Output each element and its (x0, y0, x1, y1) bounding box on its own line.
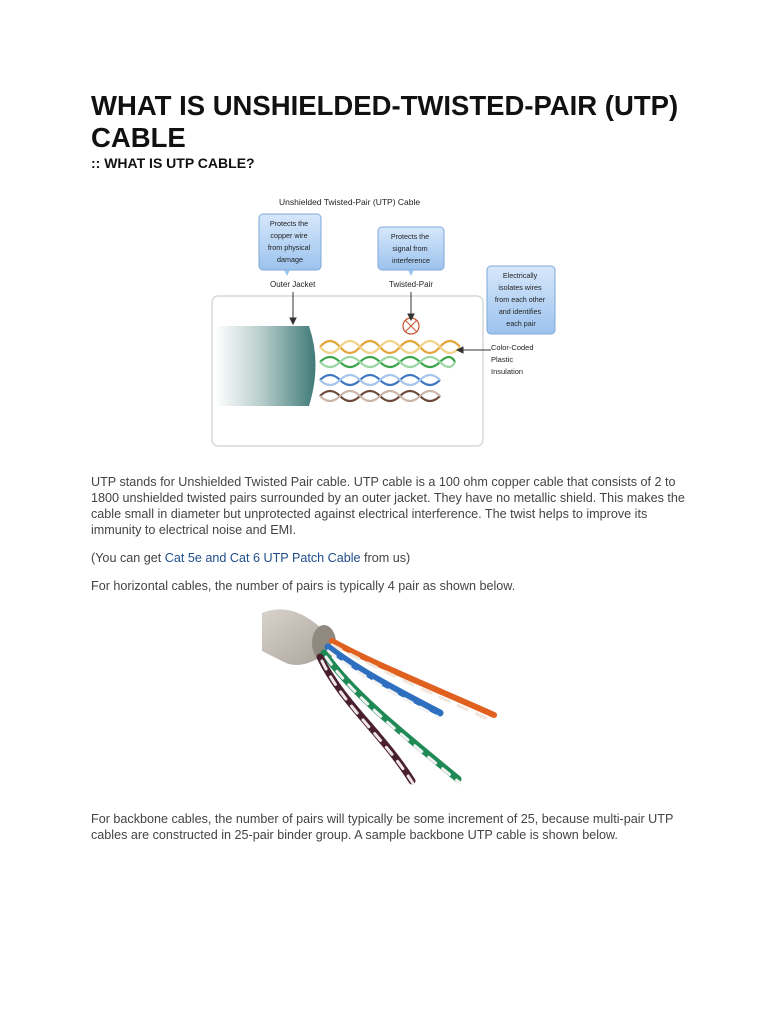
callout3-line: and identifies (498, 307, 542, 316)
patch-cable-link[interactable]: Cat 5e and Cat 6 UTP Patch Cable (164, 551, 361, 565)
callout2-line: signal from (392, 244, 428, 253)
insulation-label-line: Insulation (491, 367, 524, 376)
insulation-label-line: Color-Coded (491, 343, 534, 352)
patch-cable-prefix: (You can get (91, 551, 165, 565)
label-outer-jacket: Outer Jacket (270, 280, 316, 289)
callout-outer-jacket (259, 214, 321, 276)
callout3-line: each pair (506, 319, 536, 328)
callout1-line: Protects the (269, 219, 309, 228)
patch-cable-suffix: from us) (360, 551, 411, 565)
callout3-line: isolates wires (498, 283, 542, 292)
callout3-line: from each other (494, 295, 546, 304)
cable-outer-jacket (215, 326, 316, 406)
callout-twisted-pair (378, 227, 444, 276)
callout2-line: interference (392, 256, 430, 265)
utp-cable-diagram (205, 192, 565, 450)
four-pair-cable-photo (262, 603, 506, 803)
paragraph-utp-definition: UTP stands for Unshielded Twisted Pair cable. UTP cable is a 100 ohm copper cable that consists of 2 to 1800 unshielded twisted pairs surrounded by an outer jacket. They have no metallic shield. This makes the cable small in diameter but unprotected against electrical interference. The twist helps to improve its immunity to electrical noise and EMI. (91, 475, 685, 537)
paragraph-horizontal-cables: For horizontal cables, the number of pairs is typically 4 pair as shown below. (91, 579, 516, 593)
insulation-label-line: Plastic (491, 355, 514, 364)
svg-text:Color-Coded Plastic (491, 343, 536, 376)
callout1-line: copper wire (270, 231, 308, 240)
label-twisted-pair: Twisted-Pair (389, 280, 434, 289)
section-subtitle: :: WHAT IS UTP CABLE? (91, 155, 255, 171)
svg-text:Protects the signal fr (391, 232, 431, 265)
paragraph-backbone-cables: For backbone cables, the number of pairs will typically be some increment of 25, because multi-pair UTP cables are constructed in 25-pair binder group. A sample backbone UTP cable is shown below. (91, 812, 674, 842)
callout3-line: Electrically (502, 271, 538, 280)
page-title: WHAT IS UNSHIELDED-TWISTED-PAIR (UTP) CABLE (91, 90, 679, 153)
callout1-line: damage (277, 255, 303, 264)
paragraph-patch-cable (91, 550, 691, 566)
callout2-line: Protects the (390, 232, 430, 241)
cable-wires (320, 641, 494, 785)
diagram-title: Unshielded Twisted-Pair (UTP) Cable (279, 197, 421, 207)
callout1-line: from physical (267, 243, 311, 252)
callout-insulation (487, 266, 555, 334)
